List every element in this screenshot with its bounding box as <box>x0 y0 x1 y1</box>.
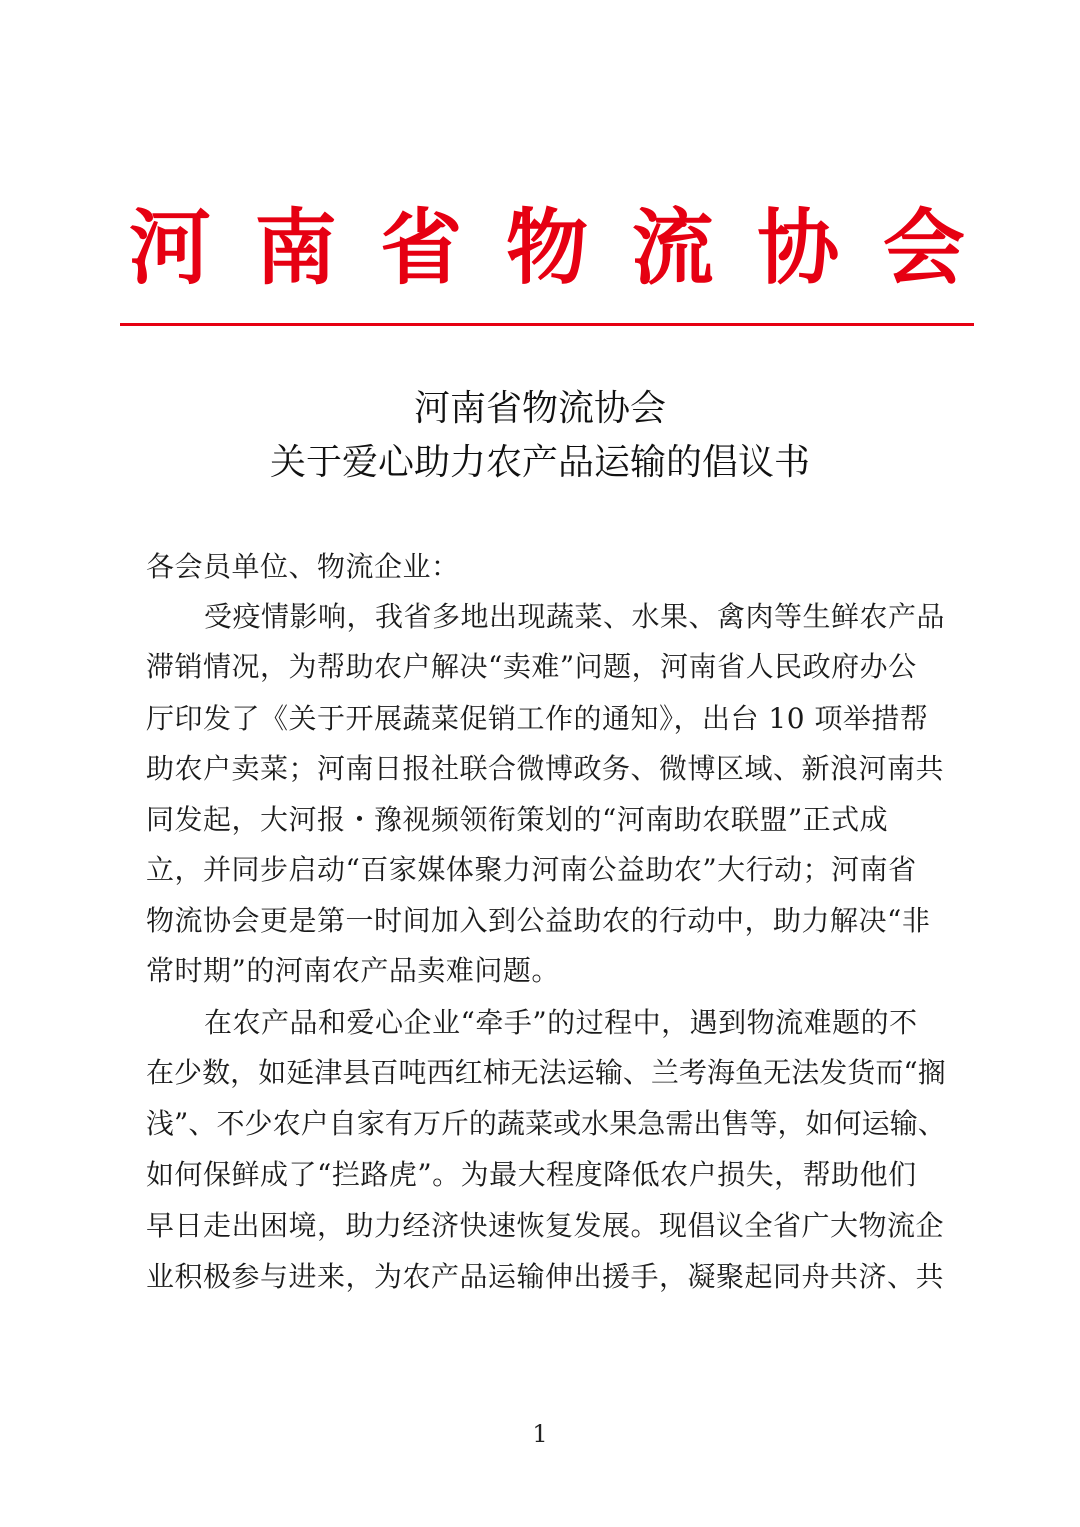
paragraph-line: 物流协会更是第一时间加入到公益助农的行动中，助力解决“非 <box>146 904 931 937</box>
paragraph-line: 在少数，如延津县百吨西红柿无法运输、兰考海鱼无法发货而“搁 <box>146 1056 946 1089</box>
paragraph-line: 厅印发了《关于开展蔬菜促销工作的通知》，出台 10 项举措帮 <box>146 702 929 735</box>
page-number: 1 <box>532 1420 548 1448</box>
masthead-char: 物 <box>505 200 588 296</box>
masthead-char: 流 <box>631 200 714 296</box>
paragraph-line: 浅”、不少农户自家有万斤的蔬菜或水果急需出售等，如何运输、 <box>146 1107 946 1140</box>
masthead-char: 南 <box>254 200 337 296</box>
masthead-char: 省 <box>380 200 463 296</box>
paragraph-line: 在农产品和爱心企业“牵手”的过程中，遇到物流难题的不 <box>204 1006 918 1039</box>
document-title-line-1: 河南省物流协会 <box>413 388 666 429</box>
paragraph-line: 立，并同步启动“百家媒体聚力河南公益助农”大行动；河南省 <box>146 853 917 886</box>
paragraph-line: 同发起，大河报・豫视频领衔策划的“河南助农联盟”正式成 <box>146 803 889 836</box>
salutation: 各会员单位、物流企业： <box>146 550 460 583</box>
paragraph-line: 早日走出困境，助力经济快速恢复发展。现倡议全省广大物流企 <box>146 1209 945 1242</box>
masthead-char: 河 <box>128 200 211 296</box>
masthead-char: 协 <box>757 200 840 296</box>
document-title-line-2: 关于爱心助力农产品运输的倡议书 <box>269 442 810 483</box>
masthead-char: 会 <box>882 200 965 296</box>
paragraph-line: 业积极参与进来，为农产品运输伸出援手，凝聚起同舟共济、共 <box>146 1260 945 1293</box>
paragraph-line: 如何保鲜成了“拦路虎”。为最大程度降低农户损失，帮助他们 <box>146 1158 917 1191</box>
paragraph-line: 滞销情况，为帮助农户解决“卖难”问题，河南省人民政府办公 <box>146 650 917 683</box>
paragraph-line: 助农户卖菜；河南日报社联合微博政务、微博区域、新浪河南共 <box>146 752 945 785</box>
masthead-org-name <box>120 198 974 298</box>
paragraph-line: 受疫情影响，我省多地出现蔬菜、水果、禽肉等生鲜农产品 <box>204 600 946 633</box>
paragraph-line: 常时期”的河南农产品卖难问题。 <box>146 954 560 987</box>
masthead-red-rule <box>120 323 974 326</box>
